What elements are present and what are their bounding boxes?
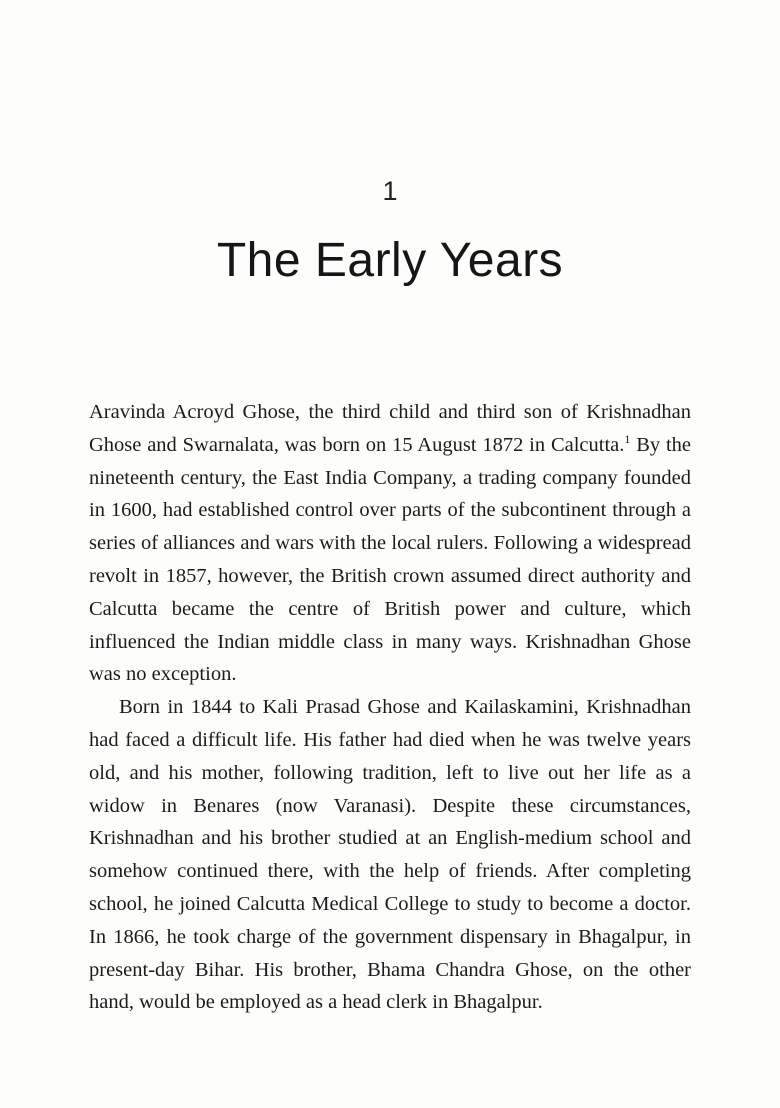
body-text-block — [89, 396, 691, 1019]
paragraph-1 — [89, 396, 691, 691]
chapter-number: 1 — [382, 176, 398, 206]
footnote-reference-1: 1 — [624, 431, 631, 446]
paragraph-1-text-after-footnote: By the nineteenth century, the East India Company, a trading company founded in 1600, had established control over parts of the subcontinent through a series of alliances and wars with the local rulers. Following a widespread revolt in 1857, however, the British crown assumed direct authority and Calcutta became the centre of British power and culture, which influenced the Indian middle class in many ways. Krishnadhan Ghose was no exception. — [89, 433, 691, 686]
paragraph-1-text-before-footnote: Aravinda Acroyd Ghose, the third child and third son of Krishnadhan Ghose and Swarnalata, was born on 15 August 1872 in Calcutta. — [89, 401, 691, 456]
paragraph-2: Born in 1844 to Kali Prasad Ghose and Kailaskamini, Krishnadhan had faced a difficult life. His father had died when he was twelve years old, and his mother, following tradition, left to live out her life as a widow in Benares (now Varanasi). Despite these circumstances, Krishnadhan and his brother studied at an English-medium school and somehow continued there, with the help of friends. After completing school, he joined Calcutta Medical College to study to become a doctor. In 1866, he took charge of the government dispensary in Bhagalpur, in present-day Bihar. His brother, Bhama Chandra Ghose, on the other hand, would be employed as a head clerk in Bhagalpur. — [89, 696, 691, 1014]
chapter-title: The Early Years — [216, 234, 564, 287]
